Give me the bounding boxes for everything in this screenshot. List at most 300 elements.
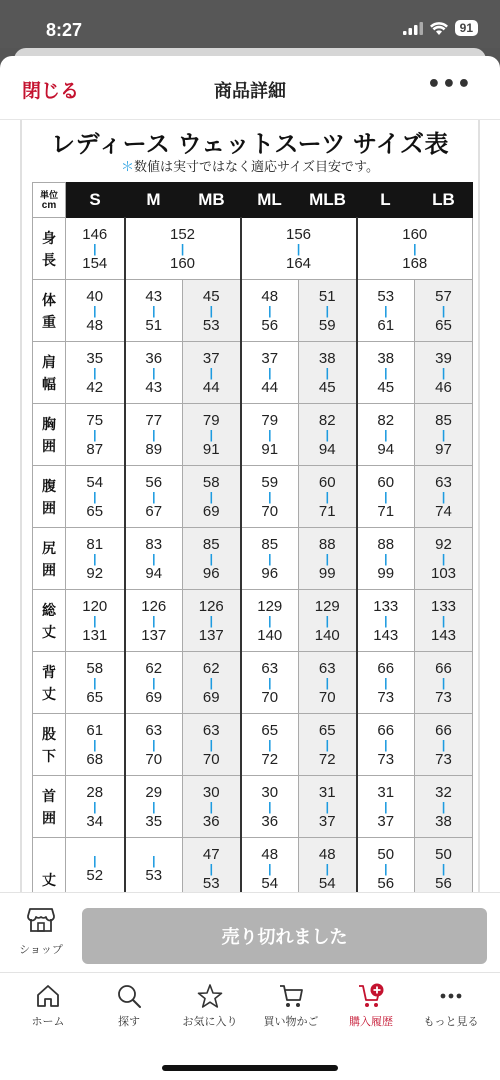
table-cell (357, 528, 415, 590)
note-text: 数値は実寸ではなく適応サイズ目安です。 (134, 159, 379, 174)
row-label-bottom: 重 (42, 313, 56, 330)
value-low: 43 (145, 287, 163, 305)
value-high: 92 (86, 564, 104, 582)
value-low: 53 (377, 287, 395, 305)
table-cell (357, 838, 415, 900)
value-low: 85 (261, 535, 279, 553)
value-high: 59 (318, 316, 336, 334)
range-tick: | (268, 489, 272, 504)
row-label-top: 身 (42, 229, 56, 246)
value-high: 94 (145, 564, 163, 582)
shop-button[interactable] (12, 907, 70, 963)
value-high: 45 (377, 378, 395, 396)
row-label (33, 776, 66, 838)
value-low: 30 (202, 783, 220, 801)
row-label (33, 342, 66, 404)
tab-more[interactable] (411, 983, 491, 1029)
table-cell (125, 590, 183, 652)
range-tick: | (268, 799, 272, 814)
range-tick: | (152, 303, 156, 318)
size-header-mb: MB (183, 183, 241, 218)
range-tick: | (268, 675, 272, 690)
value-low: 126 (198, 597, 224, 615)
table-cell (66, 590, 125, 652)
range-tick: | (268, 427, 272, 442)
tab-cart-label: 買い物かご (263, 1016, 319, 1028)
range-tick: | (325, 489, 329, 504)
value-low: 56 (145, 473, 163, 491)
range-tick: | (325, 427, 329, 442)
value-high: 71 (318, 502, 336, 520)
table-cell (299, 652, 357, 714)
table-row (33, 342, 473, 404)
table-cell (415, 342, 473, 404)
table-cell (125, 342, 183, 404)
status-icons (403, 20, 478, 36)
table-cell (357, 404, 415, 466)
table-cell (415, 714, 473, 776)
value-low: 62 (145, 659, 163, 677)
value-low: 54 (86, 473, 104, 491)
tab-home[interactable] (8, 983, 88, 1029)
close-button[interactable]: 閉じる (22, 81, 80, 102)
range-tick: | (93, 675, 97, 690)
range-tick: | (268, 737, 272, 752)
home-indicator (162, 1065, 338, 1071)
value-high: 69 (202, 688, 220, 706)
value-high: 42 (86, 378, 104, 396)
table-cell (125, 652, 183, 714)
range-tick: | (93, 241, 97, 256)
range-tick: | (441, 427, 446, 442)
more-options-button[interactable]: ••• (426, 72, 472, 97)
range-tick: | (384, 427, 388, 442)
value-high: 87 (86, 440, 104, 458)
row-label-bottom: 長 (42, 251, 56, 268)
row-label (33, 590, 66, 652)
row-label-top: 総 (42, 601, 56, 618)
range-tick: | (209, 489, 213, 504)
value-low: 156 (285, 225, 312, 243)
row-label (33, 218, 66, 280)
value-low: 66 (377, 659, 395, 677)
range-tick: | (93, 489, 97, 504)
value-low: 83 (145, 535, 163, 553)
value-high: 70 (261, 502, 279, 520)
nav-header (0, 56, 500, 120)
table-cell (415, 280, 473, 342)
row-label (33, 652, 66, 714)
table-cell (241, 466, 299, 528)
range-tick: | (268, 551, 272, 566)
page-title: 商品詳細 (214, 81, 286, 101)
table-cell (299, 528, 357, 590)
value-high: 54 (261, 874, 279, 892)
value-high: 65 (435, 316, 452, 334)
value-low: 63 (145, 721, 163, 739)
range-tick: | (384, 737, 388, 752)
value-low: 50 (377, 845, 395, 863)
tab-cart[interactable] (251, 983, 331, 1029)
table-cell (299, 590, 357, 652)
range-tick: | (209, 365, 213, 380)
value-low: 36 (145, 349, 163, 367)
table-cell (183, 280, 241, 342)
range-tick: | (441, 303, 446, 318)
table-cell (241, 218, 357, 280)
value-low: 126 (141, 597, 167, 615)
table-cell (183, 342, 241, 404)
value-high: 97 (435, 440, 452, 458)
table-cell (125, 404, 183, 466)
row-label-bottom: 囲 (42, 437, 56, 454)
table-cell (183, 652, 241, 714)
value-high: 56 (435, 874, 452, 892)
range-tick: | (152, 737, 156, 752)
table-cell (183, 466, 241, 528)
content-area[interactable] (0, 120, 500, 892)
history-icon (357, 983, 385, 1009)
range-tick: | (93, 551, 97, 566)
value-high: 72 (261, 750, 279, 768)
range-tick: | (209, 675, 213, 690)
range-tick: | (152, 427, 156, 442)
value-low: 60 (318, 473, 336, 491)
value-high: 35 (145, 812, 163, 830)
unit-label-bottom: cm (41, 199, 57, 211)
value-high: 56 (261, 316, 279, 334)
value-high: 70 (318, 688, 336, 706)
range-tick: | (209, 737, 213, 752)
value-high: 99 (377, 564, 395, 582)
row-label (33, 280, 66, 342)
value-high: 140 (257, 626, 283, 644)
range-tick: | (441, 675, 446, 690)
wifi-icon (430, 22, 448, 35)
table-cell (183, 776, 241, 838)
value-high: 71 (377, 502, 395, 520)
value-high: 99 (318, 564, 336, 582)
value-high: 51 (145, 316, 163, 334)
table-cell (299, 342, 357, 404)
table-cell (66, 466, 125, 528)
value-low: 152 (169, 225, 196, 243)
value-high: 56 (377, 874, 395, 892)
table-row (33, 280, 473, 342)
table-cell (415, 652, 473, 714)
table-cell (357, 218, 473, 280)
table-cell (241, 342, 299, 404)
value-low: 129 (257, 597, 283, 615)
value-high: 68 (86, 750, 104, 768)
value-low: 31 (318, 783, 336, 801)
table-cell (357, 466, 415, 528)
value-high: 94 (318, 440, 336, 458)
table-cell (415, 776, 473, 838)
row-label-bottom: 丈 (42, 685, 56, 702)
range-tick: | (384, 365, 388, 380)
tab-purchase-history[interactable] (331, 983, 411, 1029)
tab-search-label: 探す (118, 1016, 140, 1028)
range-tick: | (93, 613, 97, 628)
value-low: 63 (435, 473, 452, 491)
value-high: 154 (82, 254, 108, 272)
table-cell (357, 652, 415, 714)
table-cell (66, 776, 125, 838)
table-cell (66, 652, 125, 714)
range-tick: | (93, 854, 97, 868)
tab-purchase-history-label: 購入履歴 (349, 1016, 393, 1028)
row-label-bottom: 囲 (42, 561, 56, 578)
table-cell (241, 590, 299, 652)
table-row (33, 838, 473, 900)
value-high: 65 (86, 502, 104, 520)
value-high: 70 (202, 750, 220, 768)
range-tick: | (325, 799, 329, 814)
value-high: 70 (261, 688, 279, 706)
value-high: 69 (145, 688, 163, 706)
value-high: 48 (86, 316, 104, 334)
table-row (33, 776, 473, 838)
table-cell (299, 404, 357, 466)
table-cell (125, 218, 241, 280)
table-cell (66, 404, 125, 466)
table-row-height (33, 218, 473, 280)
table-cell (357, 776, 415, 838)
tab-home-label: ホーム (31, 1016, 65, 1028)
range-tick: | (325, 861, 329, 876)
row-label-bottom: 下 (42, 747, 56, 764)
value-low: 59 (261, 473, 279, 491)
table-cell (183, 404, 241, 466)
size-chart-note (22, 156, 478, 175)
value-low: 40 (86, 287, 104, 305)
row-label (33, 714, 66, 776)
range-tick: | (384, 613, 388, 628)
value-high: 143 (373, 626, 399, 644)
row-label-top: 肩 (42, 353, 56, 370)
tab-favorites[interactable] (170, 983, 250, 1029)
row-label (33, 466, 66, 528)
size-header-ml: ML (241, 183, 299, 218)
table-cell (299, 280, 357, 342)
table-cell (241, 714, 299, 776)
range-tick: | (441, 861, 446, 876)
table-cell (183, 714, 241, 776)
row-label-top: 尻 (42, 539, 56, 556)
value-high: 43 (145, 378, 163, 396)
value-high: 69 (202, 502, 220, 520)
range-tick: | (441, 489, 446, 504)
value-low: 81 (86, 535, 104, 553)
purchase-action-bar (0, 892, 500, 972)
value-low: 37 (202, 349, 220, 367)
range-tick: | (413, 241, 417, 256)
value-low: 66 (435, 721, 452, 739)
table-cell (357, 342, 415, 404)
value-low: 92 (435, 535, 452, 553)
value-low: 75 (86, 411, 104, 429)
row-label-top: 胸 (42, 415, 56, 432)
table-cell (66, 528, 125, 590)
value-high: 37 (318, 812, 336, 830)
value-low: 58 (202, 473, 220, 491)
row-label (33, 838, 66, 900)
value-low: 65 (261, 721, 279, 739)
value-low: 146 (82, 225, 108, 243)
value-low: 29 (145, 783, 163, 801)
value-high: 137 (141, 626, 167, 644)
table-cell (241, 528, 299, 590)
range-tick: | (93, 365, 97, 380)
cart-icon (278, 983, 304, 1009)
value-high: 160 (169, 254, 196, 272)
size-chart-image (20, 120, 480, 900)
range-tick: | (180, 241, 185, 256)
value-low: 47 (202, 845, 220, 863)
value-low: 48 (261, 845, 279, 863)
value-low: 129 (314, 597, 340, 615)
range-tick: | (325, 613, 329, 628)
value-high: 91 (261, 440, 279, 458)
value-high: 96 (202, 564, 220, 582)
more-icon (438, 983, 464, 1009)
table-cell (66, 714, 125, 776)
value-low: 77 (145, 411, 163, 429)
table-cell (241, 652, 299, 714)
value-high: 65 (86, 688, 104, 706)
table-cell (66, 838, 125, 900)
range-tick: | (209, 613, 213, 628)
tab-favorites-label: お気に入り (182, 1016, 238, 1028)
range-tick: | (209, 799, 213, 814)
note-asterisk: ＊ (121, 159, 135, 174)
value-high: 38 (435, 812, 452, 830)
table-cell (66, 280, 125, 342)
table-cell (415, 466, 473, 528)
range-tick: | (384, 303, 388, 318)
range-tick: | (384, 551, 388, 566)
range-tick: | (268, 365, 272, 380)
row-label-bottom: 丈 (42, 871, 56, 888)
table-cell (66, 218, 125, 280)
value-high: 34 (86, 812, 104, 830)
value-low: 48 (318, 845, 336, 863)
range-tick: | (93, 799, 97, 814)
value-low: 39 (435, 349, 452, 367)
row-label-bottom: 囲 (42, 499, 56, 516)
range-tick: | (209, 861, 213, 876)
value-low: 32 (435, 783, 452, 801)
table-row (33, 714, 473, 776)
value-high: 52 (86, 867, 104, 884)
value-low: 38 (318, 349, 336, 367)
size-header-m: M (125, 183, 183, 218)
table-row (33, 404, 473, 466)
table-cell (125, 776, 183, 838)
range-tick: | (152, 675, 156, 690)
range-tick: | (152, 799, 156, 814)
row-label-top: 背 (42, 663, 56, 680)
range-tick: | (325, 675, 329, 690)
value-low: 65 (318, 721, 336, 739)
unit-label (33, 183, 66, 218)
value-low: 133 (373, 597, 399, 615)
value-high: 36 (202, 812, 220, 830)
value-low: 35 (86, 349, 104, 367)
value-high: 73 (435, 750, 452, 768)
table-cell (241, 776, 299, 838)
table-cell (183, 838, 241, 900)
value-high: 70 (145, 750, 163, 768)
value-low: 50 (435, 845, 452, 863)
range-tick: | (93, 737, 97, 752)
range-tick: | (268, 303, 272, 318)
row-label (33, 528, 66, 590)
value-high: 46 (435, 378, 452, 396)
value-low: 51 (318, 287, 336, 305)
tab-bar (0, 972, 500, 1080)
row-label-top: 体 (42, 291, 56, 308)
value-high: 61 (377, 316, 395, 334)
range-tick: | (296, 241, 301, 256)
value-low: 120 (82, 597, 108, 615)
tab-search[interactable] (89, 983, 169, 1029)
value-high: 73 (435, 688, 452, 706)
value-high: 164 (285, 254, 312, 272)
range-tick: | (152, 613, 156, 628)
value-low: 57 (435, 287, 452, 305)
value-low: 45 (202, 287, 220, 305)
value-low: 88 (377, 535, 395, 553)
value-low: 62 (202, 659, 220, 677)
row-label-bottom: 囲 (42, 809, 56, 826)
size-header-row (33, 183, 473, 218)
table-cell (125, 528, 183, 590)
value-high: 140 (314, 626, 340, 644)
battery-icon: 91 (455, 20, 478, 36)
range-tick: | (268, 613, 272, 628)
size-header-l: L (357, 183, 415, 218)
value-low: 38 (377, 349, 395, 367)
star-icon (197, 983, 223, 1009)
shop-button-label: ショップ (19, 944, 63, 956)
value-high: 73 (377, 750, 395, 768)
table-cell (299, 466, 357, 528)
value-low: 37 (261, 349, 279, 367)
value-low: 82 (377, 411, 395, 429)
table-cell (125, 714, 183, 776)
value-high: 74 (435, 502, 452, 520)
home-icon (35, 983, 61, 1009)
value-high: 94 (377, 440, 395, 458)
table-cell (241, 280, 299, 342)
range-tick: | (209, 303, 213, 318)
unit-label-top: 単位 (39, 189, 58, 200)
value-low: 133 (430, 597, 457, 615)
row-label-top: 股 (42, 725, 56, 742)
value-low: 28 (86, 783, 104, 801)
value-high: 89 (145, 440, 163, 458)
value-low: 79 (261, 411, 279, 429)
value-low: 30 (261, 783, 279, 801)
value-low: 48 (261, 287, 279, 305)
row-label-top: 腹 (42, 477, 56, 494)
value-high: 73 (377, 688, 395, 706)
range-tick: | (384, 861, 388, 876)
value-high: 36 (261, 812, 279, 830)
row-label-bottom: 幅 (42, 375, 56, 392)
